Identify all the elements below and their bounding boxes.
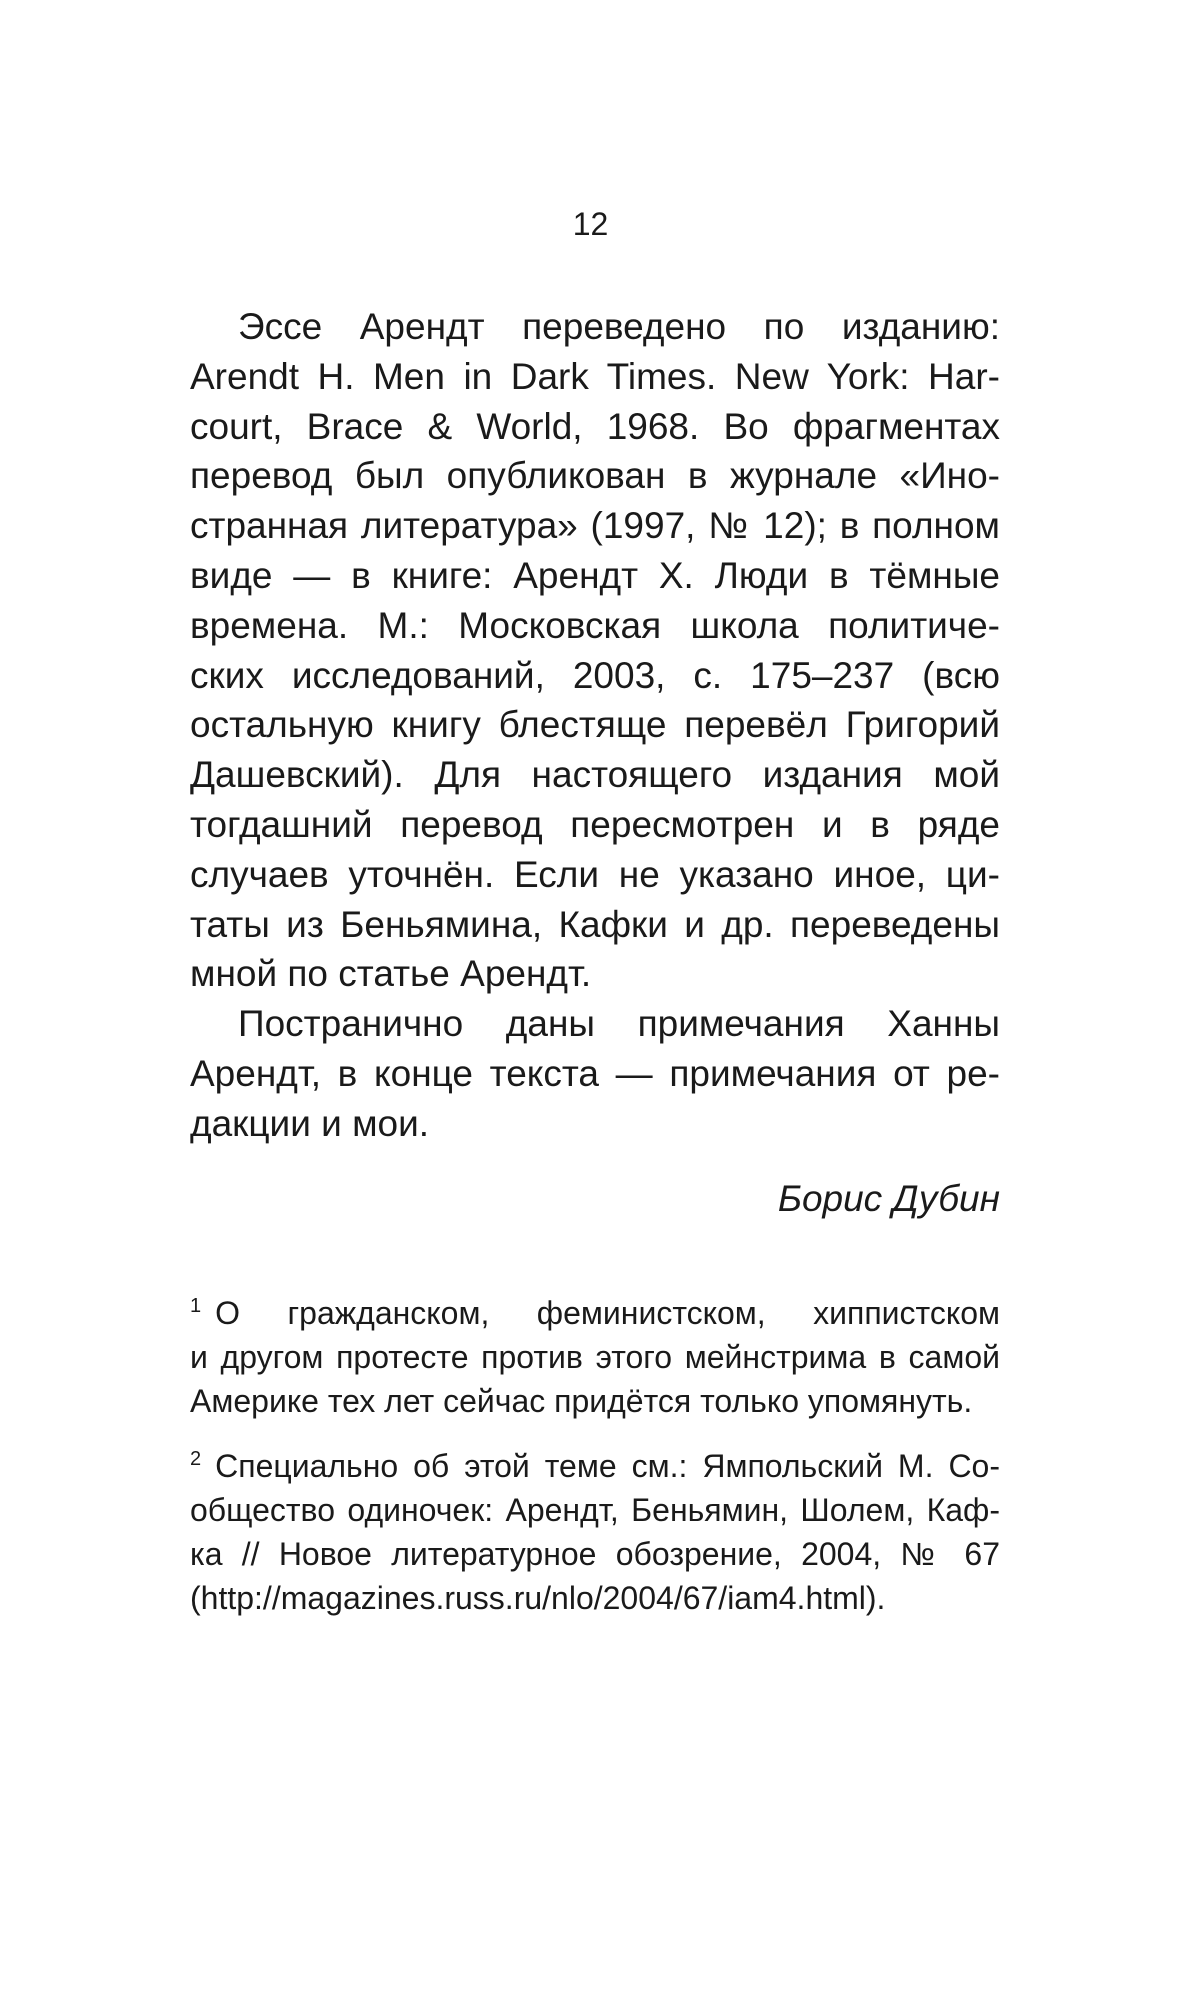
text-line: Arendt H. Men in Dark Times. New York: Har- <box>190 355 1000 397</box>
author-signature: Борис Дубин <box>777 1178 1000 1219</box>
paragraph-1 <box>190 302 1000 999</box>
text-line: виде — в книге: Арендт Х. Люди в тёмные <box>190 554 1000 596</box>
text-line: Эссе Арендт переведено по изданию: <box>238 306 1000 347</box>
footnote-line: (http://magazines.russ.ru/nlo/2004/67/iam4.html). <box>190 1580 886 1616</box>
footnote-line: и другом протесте против этого мейнстрима в самой <box>190 1339 1000 1375</box>
footnote-text: О гражданском, феминистском, хиппистском <box>215 1295 1000 1331</box>
body-text <box>190 302 1000 1149</box>
text-line: времена. М.: Московская школа политиче- <box>190 604 1000 646</box>
footnote-marker: 2 <box>190 1448 202 1471</box>
text-line: перевод был опубликован в журнале «Ино- <box>190 455 1000 497</box>
footnote-line: Америке тех лет сейчас придётся только упомянуть. <box>190 1383 973 1419</box>
text-line: court, Brace & World, 1968. Во фрагментах <box>190 405 1000 447</box>
footnote-line: ка // Новое литературное обозрение, 2004, № 67 <box>190 1536 1000 1572</box>
text-line: таты из Беньямина, Кафки и др. переведены <box>190 903 1000 945</box>
text-line: дакции и мои. <box>190 1102 430 1144</box>
text-line: Постранично даны примечания Ханны <box>238 1003 1000 1045</box>
footnote-2 <box>190 1444 1000 1620</box>
page-number: 12 <box>572 206 609 242</box>
footnote-text: Специально об этой теме см.: Ямпольский М. Со- <box>215 1448 1000 1484</box>
text-line: тогдашний перевод пересмотрен и в ряде <box>190 803 1000 845</box>
text-line: случаев уточнён. Если не указано иное, ци- <box>190 853 1000 895</box>
paragraph-2 <box>190 999 1000 1148</box>
footnote-line <box>190 1444 1000 1488</box>
text-line: Дашевский). Для настоящего издания мой <box>190 754 1000 796</box>
footnote-marker: 1 <box>190 1295 202 1318</box>
footnote-line: общество одиночек: Арендт, Беньямин, Шолем, Каф- <box>190 1492 1000 1528</box>
footnote-1 <box>190 1291 1000 1423</box>
footnote-line <box>190 1291 1000 1335</box>
text-line: остальную книгу блестяще перевёл Григорий <box>190 704 1000 746</box>
text-line: мной по статье Арендт. <box>190 953 592 995</box>
text-line: странная литература» (1997, № 12); в полном <box>190 505 1000 547</box>
footnotes <box>190 1291 1000 1641</box>
text-line: Арендт, в конце текста — примечания от ре- <box>190 1052 1000 1094</box>
text-line: ских исследований, 2003, с. 175–237 (всю <box>190 654 1000 696</box>
